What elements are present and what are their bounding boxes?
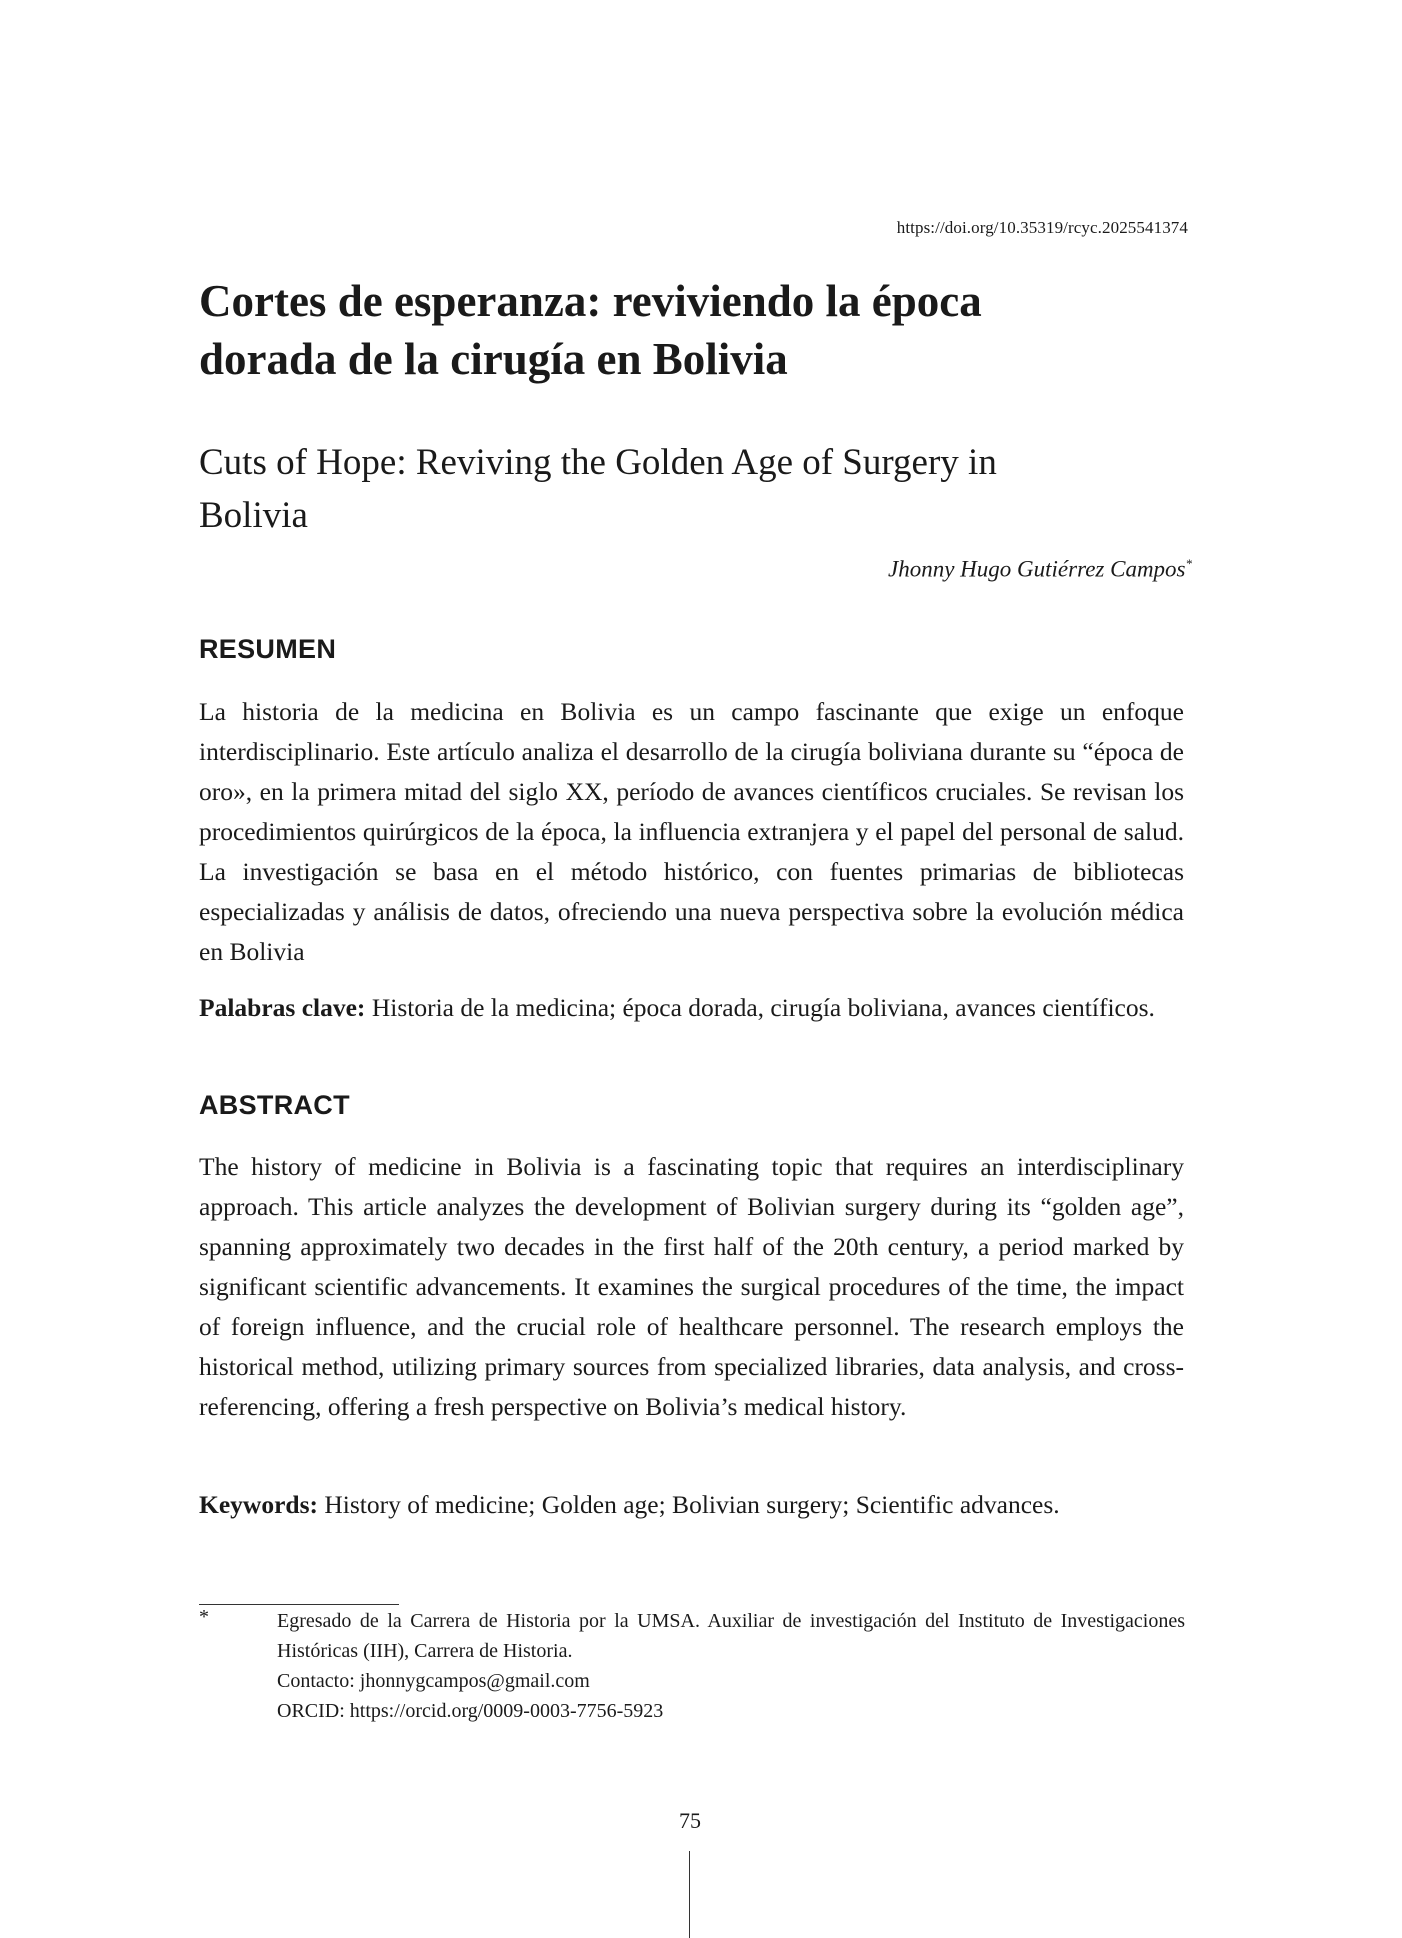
author-name: Jhonny Hugo Gutiérrez Campos	[888, 556, 1186, 582]
footnote-affiliation: Egresado de la Carrera de Historia por la UMSA. Auxiliar de investigación del Instituto de Investigaciones Históricas (IIH), Carrera de Historia.	[277, 1610, 1185, 1662]
author-line	[888, 556, 1192, 583]
footnote	[277, 1606, 1185, 1726]
footnote-orcid[interactable]: ORCID: https://orcid.org/0009-0003-7756-5923	[277, 1700, 664, 1722]
title-english: Cuts of Hope: Reviving the Golden Age of Surgery in Bolivia	[199, 442, 997, 536]
resumen-body: La historia de la medicina en Bolivia es un campo fascinante que exige un enfoque interdisciplinario. Este artículo analiza el desarrollo de la cirugía boliviana durante su “época de oro», en la primera mitad del siglo XX, período de avances científicos cruciales. Se revisan los procedimientos quirúrgicos de la época, la influencia extranjera y el papel del personal de salud. La investigación se basa en el método histórico, con fuentes primarias de bibliotecas especializadas y análisis de datos, ofreciendo una nueva perspectiva sobre la evolución médica en Bolivia	[199, 697, 1184, 966]
footnote-rule	[199, 1604, 399, 1605]
resumen-keywords	[199, 988, 1184, 1028]
keywords-label: Keywords:	[199, 1490, 318, 1519]
palabras-clave-label: Palabras clave:	[199, 993, 366, 1022]
palabras-clave-text: Historia de la medicina; época dorada, cirugía boliviana, avances científicos.	[371, 993, 1155, 1022]
footnote-mark: *	[199, 1606, 209, 1628]
abstract-body: The history of medicine in Bolivia is a fascinating topic that requires an interdisciplinary approach. This article analyzes the development of Bolivian surgery during its “golden age”, spanning approximately two decades in the first half of the 20th century, a period marked by significant scientific advancements. It examines the surgical procedures of the time, the impact of foreign influence, and the crucial role of healthcare personnel. The research employs the historical method, utilizing primary sources from specialized libraries, data analysis, and cross-referencing, offering a fresh perspective on Bolivia’s medical history.	[199, 1152, 1184, 1421]
title-spanish: Cortes de esperanza: reviviendo la época dorada de la cirugía en Bolivia	[199, 276, 982, 384]
center-divider-line	[689, 1851, 690, 1938]
resumen-heading: RESUMEN	[199, 634, 337, 664]
footnote-contact[interactable]: Contacto: jhonnygcampos@gmail.com	[277, 1670, 590, 1692]
abstract-keywords	[199, 1485, 1184, 1525]
author-footnote-mark: *	[1185, 556, 1192, 571]
page-number: 75	[679, 1808, 701, 1833]
doi-link[interactable]: https://doi.org/10.35319/rcyc.2025541374	[896, 218, 1188, 237]
abstract-heading: ABSTRACT	[199, 1090, 350, 1120]
keywords-text: History of medicine; Golden age; Bolivian surgery; Scientific advances.	[324, 1490, 1060, 1519]
